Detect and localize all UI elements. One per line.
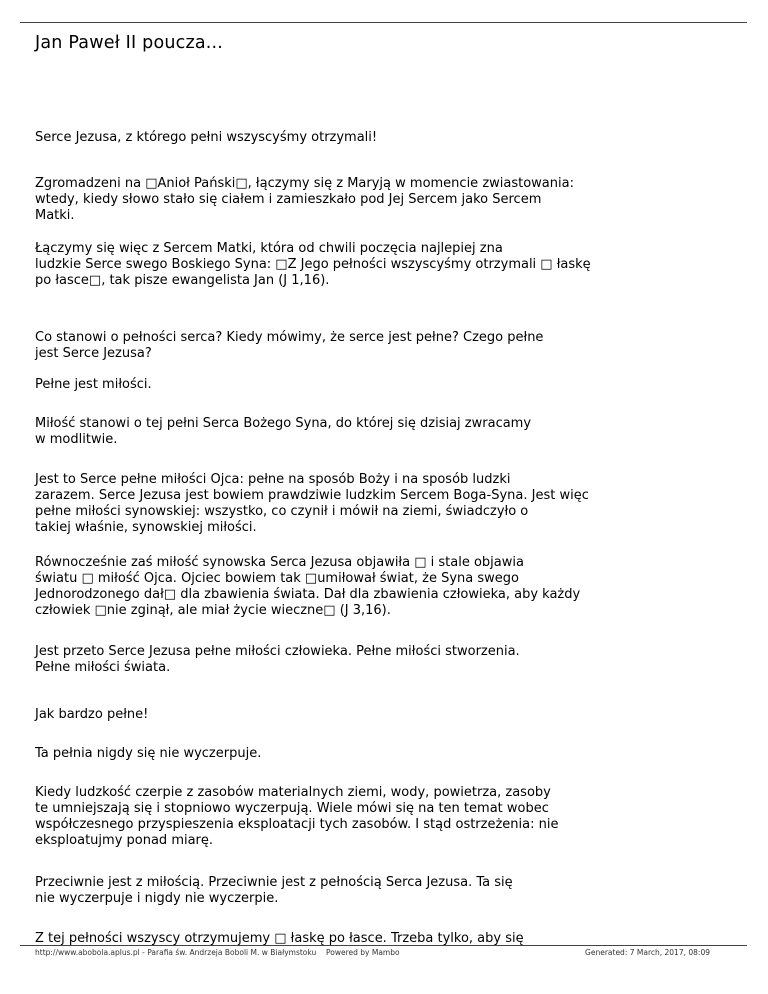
paragraph: Jest to Serce pełne miłości Ojca: pełne na sposób Boży i na sposób ludzki zarazem. Serce Jezusa jest bowiem prawdziwie ludzkim Sercem Boga-Syna. Jest więc pełne miłości synowskiej: wszystko, co czynił i mówił na ziemi, świadczyło o takiej właśnie, synowskiej miłości. [35,472,589,535]
footer-url: http://www.abobola.aplus.pl - Parafia św. Andrzeja Boboli M. w Białymstoku [35,948,317,957]
paragraph: Jest przeto Serce Jezusa pełne miłości człowieka. Pełne miłości stworzenia. Pełne miłości świata. [35,644,520,675]
footer-powered-by: Powered by Mambo [326,948,400,957]
paragraph: Serce Jezusa, z którego pełni wszyscyśmy otrzymali! [35,130,378,145]
paragraph: Co stanowi o pełności serca? Kiedy mówimy, że serce jest pełne? Czego pełne jest Serce Jezusa? [35,330,544,361]
paragraph: Jak bardzo pełne! [35,707,149,722]
paragraph: Zgromadzeni na □Anioł Pański□, łączymy się z Maryją w momencie zwiastowania: wtedy, kiedy słowo stało się ciałem i zamieszkało pod Jej Sercem jako Sercem Matki. [35,176,574,223]
paragraph: Z tej pełności wszyscy otrzymujemy □ łaskę po łasce. Trzeba tylko, aby się [35,931,524,946]
page-title: Jan Paweł II poucza... [35,33,224,53]
paragraph: Ta pełnia nigdy się nie wyczerpuje. [35,746,262,761]
footer-generated-date: Generated: 7 March, 2017, 08:09 [585,948,710,957]
paragraph: Przeciwnie jest z miłością. Przeciwnie jest z pełnością Serca Jezusa. Ta się nie wyczerpuje i nigdy nie wyczerpie. [35,875,513,906]
paragraph: Pełne jest miłości. [35,377,152,392]
footer-rule [20,945,747,946]
paragraph: Równocześnie zaś miłość synowska Serca Jezusa objawiła □ i stale objawia światu □ miłość Ojca. Ojciec bowiem tak □umiłował świat, że Syna swego Jednorodzonego dał□ dla zbawienia świata. Dał dla zbawienia człowieka, aby każdy człowiek □nie zginął, ale miał życie wieczne□ (J 3,16). [35,555,581,618]
paragraph: Łączymy się więc z Sercem Matki, która od chwili poczęcia najlepiej zna ludzkie Serce swego Boskiego Syna: □Z Jego pełności wszyscyśmy otrzymali □ łaskę po łasce□, tak pisze ewangelista Jan (J 1,16). [35,241,591,288]
paragraph: Miłość stanowi o tej pełni Serca Bożego Syna, do której się dzisiaj zwracamy w modlitwie. [35,416,532,447]
paragraph: Kiedy ludzkość czerpie z zasobów materialnych ziemi, wody, powietrza, zasoby te umniejszają się i stopniowo wyczerpują. Wiele mówi się na ten temat wobec współczesnego przyspieszenia eksploatacji tych zasobów. I stąd ostrzeżenia: nie eksploatujmy ponad miarę. [35,785,559,848]
header-rule [20,22,747,23]
